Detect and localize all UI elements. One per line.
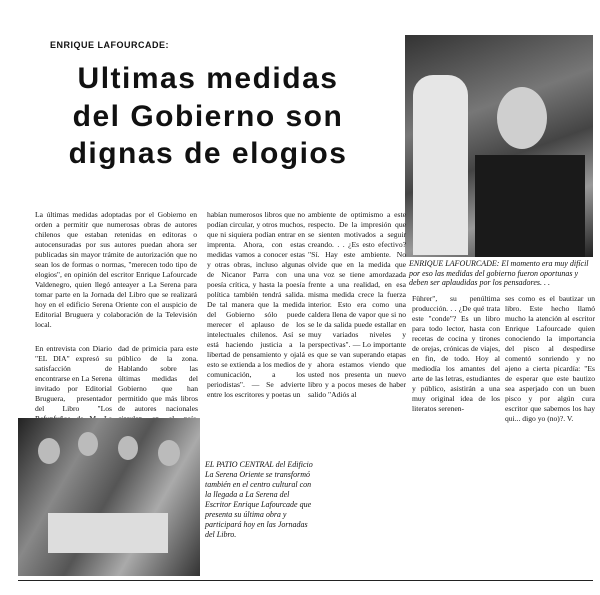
article-column-5: ses como es el bautizar un libro. Este hecho llamó mucho la atención al escritor Enrique Lafourcade quien conociendo la importancia del pisco al despedirse comentó sonriendo y no ajeno a cierta picardía: "Es de esperar que este bautizo sea asperjado con un buen pisco y por algún cura escritor que sabemos los hay qui... digo yo (no)?. V.	[505, 294, 595, 424]
headline-line-3: dignas de elogios	[68, 137, 348, 170]
table-shape	[48, 513, 168, 553]
portrait-face	[497, 87, 547, 149]
person-face	[78, 432, 98, 456]
article-column-1b: dad de primicia para este público de la zona. Hablando sobre las últimas medidas del Gobierno que han permitido que más libros de autores nacionales	[118, 344, 198, 414]
person-face	[158, 440, 180, 466]
article-intro: La últimas medidas adoptadas por el Gobierno en orden a permitir que numerosas obras de autores chilenos que estaban retenidas en editoras o autocensuradas por sus autores puedan ahora ser publicadas sin mayor trámite de autorización que no sean los de formas o normas, "merecen todo tipo de elogios", en opinión del escritor Enrique Lafourcade Valdenegro, quien llegó anteayer a La Serena para tomar parte en la Jornada del Libro que se realizará hoy en el edificio Serena Oriente con el auspicio de Editorial Bruguera y colaboración de la Televisión local.	[35, 210, 197, 330]
interviewer-shape	[413, 75, 468, 255]
portrait-photo	[405, 35, 593, 257]
portrait-caption: ENRIQUE LAFOURCADE: El momento era muy difícil por eso las medidas del gobierno fueron oportunas y deben ser aplaudidas por los pensadores. . .	[409, 259, 589, 288]
byline: ENRIQUE LAFOURCADE:	[50, 40, 169, 50]
person-face	[38, 438, 60, 464]
suit-shape	[475, 155, 585, 257]
headline	[18, 60, 398, 173]
headline-line-1: Ultimas medidas	[77, 62, 339, 95]
article-column-2: habían numerosos libros que no podían circular, y otros muchos, que ni siquiera podían entrar en imprenta. Ahora, con estas medidas vamos a conocer estas y otras obras, incluso algunas de Nicanor Parra con una poesía crítica, y hasta la poesía política también tendrá salida. De tal manera que la medida del Gobierno sólo puede merecer el aplauso de los intelectuales chilenos. Así se está haciendo justicia a la libertad de pensamiento y ojalá esto se extienda a los medios de comunicación, a los periodistas". — Se advierte entre los escritores y poetas un	[207, 210, 305, 400]
article-column-3: ambiente de optimismo a este respecto. De la impresión que se sienten motivados a seguir creando. . . ¿Es esto efectivo? "Sí. Hay este ambiente. No olvide que en la medida que una voz se tiene amordazada frente a una realidad, en esa misma medida crece la fuerza interior. Esto era como una caldera llena de vapor que si no se le da salida puede estallar en muy variados niveles y perspectivas". — Lo importante es que se van superando etapas y ahora estamos viendo que usted nos presenta un nuevo libro y a pocos meses de haber salido "Adiós al	[308, 210, 406, 400]
article-column-4: Führer", su penúltima producción. . . ¿De qué trata este "conde"? Es un libro para todo lector, hasta con recetas de cocina y tirones de orejas, crónicas de viajes, en fin, de todo. Hoy al mediodía los amantes del arte de las letras, estudiantes y público, asistirán a una muy original idea de los literatos serenen-	[412, 294, 500, 414]
article-column-1a: En entrevista con Diario "EL DIA" expresó su satisfacción de encontrarse en La Serena invitado por Editorial Bruguera, presentador del Libro "Los	[35, 344, 112, 414]
headline-line-2: del Gobierno son	[72, 99, 344, 133]
event-photo	[18, 418, 200, 576]
event-caption: EL PATIO CENTRAL del Edificio La Serena Oriente se transformó también en el centro cultural con la llegada a La Serena del Escritor Enrique Lafourcade que presenta su última obra y participará hoy en las Jornadas del Libro.	[205, 460, 313, 539]
bottom-rule	[18, 580, 593, 581]
person-face	[118, 436, 138, 460]
